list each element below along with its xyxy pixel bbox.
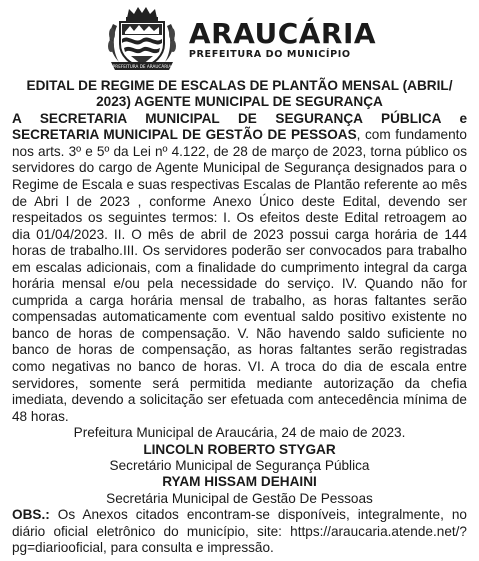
- brand-block: [188, 17, 377, 61]
- obs-text: Os Anexos citados encontram-se disponíveis, integralmente, no diário oficial eletrônico do município, site: https://araucaria.atende.net/?pg=diariooficial, para consulta e impressão.: [12, 507, 467, 556]
- title-line-1: EDITAL DE REGIME DE ESCALAS DE PLANTÃO MENSAL (ABRIL/: [26, 78, 453, 93]
- coat-of-arms-icon: [103, 4, 181, 76]
- edital-title: [12, 78, 467, 111]
- signer-1-role: Secretário Municipal de Segurança Pública: [109, 458, 370, 474]
- header: [12, 0, 467, 78]
- svg-text:PREFEITURA DE ARAUCÁRIA: PREFEITURA DE ARAUCÁRIA: [112, 64, 172, 70]
- obs-label: OBS.:: [12, 507, 50, 523]
- logo-name: ARAUCÁRIA: [188, 17, 377, 51]
- signer-2-name: RYAM HISSAM DEHAINI: [162, 474, 317, 490]
- body-text: , com fundamento nos arts. 3º e 5º da Lei nº 4.122, de 28 de março de 2023, torna público os servidores do cargo de Agente Municipal de Segurança designados para o Regime de Escala e suas respectivas Escalas de Plantão referente ao mês de Abri l de 2023 , conforme Anexo Único deste Edital, devendo ser respeitados os seguintes termos: I. Os efeitos deste Edital retroagem ao dia 01/04/2023. II. O mês de abril de 2023 possui carga horária de 144 horas de trabalho.III. Os servidores poderão ser convocados para trabalho em escalas adicionais, com a finalidade do cumprimento integral da carga horária mensal e/ou pela necessidade do serviço. IV. Quando não for cumprida a carga horária mensal de trabalho, as horas faltantes serão compensadas automaticamente com eventual saldo positivo existente no banco de horas de compensação. V. Não havendo saldo suficiente no banco de horas de compensação, as horas faltantes serão registradas como negativas no banco de horas. VI. A troca do dia de escala entre servidores, somente será permitida mediante autorização da chefia imediata, devendo a solicitação ser efetuada com antecedência mínima de 48 horas.: [12, 127, 467, 424]
- signer-2-role: Secretária Municipal de Gestão De Pessoas: [106, 490, 373, 506]
- title-line-2: 2023) AGENTE MUNICIPAL DE SEGURANÇA: [96, 94, 383, 110]
- edital-body: [12, 111, 467, 425]
- obs-note: [12, 507, 467, 557]
- place-date: Prefeitura Municipal de Araucária, 24 de maio de 2023.: [73, 425, 406, 441]
- signer-1-name: LINCOLN ROBERTO STYGAR: [143, 441, 336, 457]
- logo-subtitle: PREFEITURA DO MUNICÍPIO: [188, 49, 351, 61]
- lead-bold-text: A SECRETARIA MUNICIPAL DE SEGURANÇA PÚBLICA e SECRETARIA MUNICIPAL DE GESTÃO DE PESSOAS: [12, 110, 467, 143]
